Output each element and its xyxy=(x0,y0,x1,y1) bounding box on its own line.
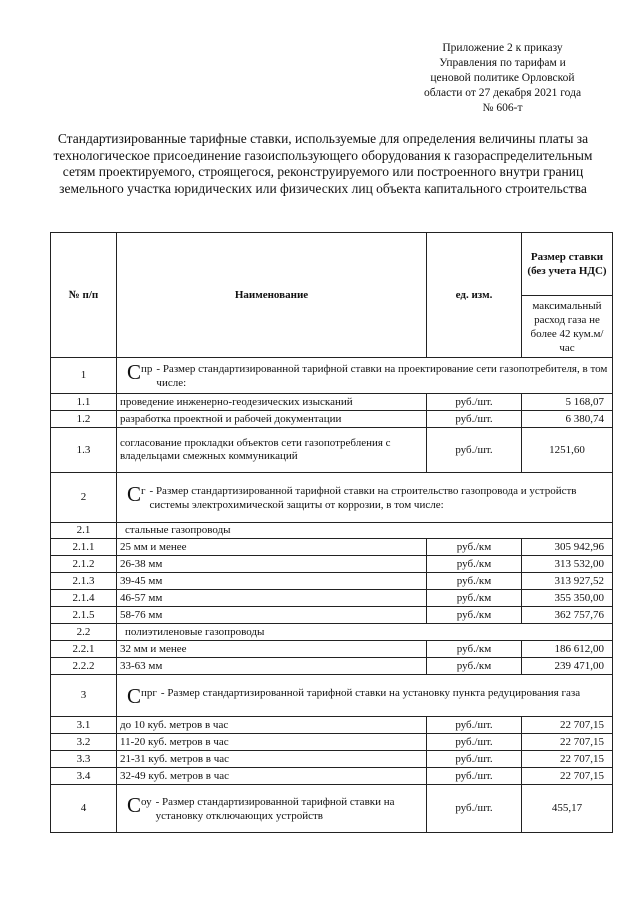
row-name: 32 мм и менее xyxy=(117,641,427,658)
row-value: 313 927,52 xyxy=(522,573,613,590)
row-number: 1 xyxy=(51,358,117,394)
row-number: 2.1.5 xyxy=(51,607,117,624)
table-row xyxy=(51,768,613,785)
appendix-line: Приложение 2 к приказу xyxy=(442,42,563,54)
row-number: 2.2.2 xyxy=(51,658,117,675)
tariff-symbol-letter: С xyxy=(127,683,142,708)
row-value: 305 942,96 xyxy=(522,539,613,556)
document-title: Стандартизированные тарифные ставки, используемые для определения величины платы за технологическое присоединение газоиспользующего оборудования к газораспределительным сетям проектируемого, строящегося, реконструируемого или построенного внутри границ земельного участка юридических или физических лиц объекта капитального строительства xyxy=(53,131,593,196)
tariff-table xyxy=(50,232,613,833)
row-unit: руб./шт. xyxy=(427,768,522,785)
row-unit: руб./шт. xyxy=(427,717,522,734)
row-number: 4 xyxy=(51,785,117,833)
row-value: 455,17 xyxy=(522,785,613,833)
row-unit: руб./км xyxy=(427,573,522,590)
row-value: 22 707,15 xyxy=(522,734,613,751)
row-name: 26-38 мм xyxy=(117,556,427,573)
row-number: 2.2 xyxy=(51,624,117,641)
section-row xyxy=(51,358,613,394)
row-number: 3.1 xyxy=(51,717,117,734)
appendix-line: Управления по тарифам и xyxy=(439,57,566,69)
row-unit: руб./шт. xyxy=(427,411,522,428)
table-row xyxy=(51,751,613,768)
section-text: - Размер стандартизированной тарифной ставки на проектирование сети газопотребителя, в том числе: xyxy=(156,363,608,389)
subcategory-name: стальные газопроводы xyxy=(117,523,613,539)
table-row xyxy=(51,717,613,734)
row-name: 46-57 мм xyxy=(117,590,427,607)
section-row xyxy=(51,785,613,833)
row-unit: руб./км xyxy=(427,658,522,675)
table-row xyxy=(51,539,613,556)
row-unit: руб./шт. xyxy=(427,785,522,833)
row-unit: руб./шт. xyxy=(427,394,522,411)
row-value: 22 707,15 xyxy=(522,751,613,768)
row-number: 3 xyxy=(51,675,117,717)
subcategory-row xyxy=(51,523,613,539)
row-unit: руб./км xyxy=(427,590,522,607)
table-row xyxy=(51,573,613,590)
tariff-symbol xyxy=(127,794,152,816)
row-value: 22 707,15 xyxy=(522,768,613,785)
header-name: Наименование xyxy=(117,233,427,358)
row-number: 1.1 xyxy=(51,394,117,411)
row-name: 58-76 мм xyxy=(117,607,427,624)
row-name: 21-31 куб. метров в час xyxy=(117,751,427,768)
header-unit: ед. изм. xyxy=(427,233,522,358)
table-header-row xyxy=(51,233,613,296)
table-row xyxy=(51,658,613,675)
row-value: 362 757,76 xyxy=(522,607,613,624)
table-row xyxy=(51,607,613,624)
appendix-line: № 606-т xyxy=(482,102,523,114)
row-unit: руб./км xyxy=(427,641,522,658)
subcategory-row xyxy=(51,624,613,641)
section-description xyxy=(117,785,427,833)
table-row xyxy=(51,641,613,658)
row-number: 3.3 xyxy=(51,751,117,768)
row-number: 2.1.2 xyxy=(51,556,117,573)
row-value: 313 532,00 xyxy=(522,556,613,573)
row-value: 186 612,00 xyxy=(522,641,613,658)
tariff-symbol-letter: С xyxy=(127,793,142,817)
row-unit: руб./км xyxy=(427,539,522,556)
row-value: 355 350,00 xyxy=(522,590,613,607)
section-text: - Размер стандартизированной тарифной ставки на установку пункта редуцирования газа xyxy=(160,686,581,699)
header-rate: Размер ставки (без учета НДС) xyxy=(522,233,613,296)
table-row xyxy=(51,734,613,751)
section-row xyxy=(51,675,613,717)
header-num: № п/п xyxy=(51,233,117,358)
tariff-symbol-letter: С xyxy=(127,482,142,506)
tariff-symbol-index: пр xyxy=(141,363,153,375)
tariff-symbol xyxy=(127,361,152,383)
appendix-line: ценовой политике Орловской xyxy=(430,72,575,84)
row-number: 2.1.1 xyxy=(51,539,117,556)
row-number: 2.1 xyxy=(51,523,117,539)
row-value: 6 380,74 xyxy=(522,411,613,428)
row-name: разработка проектной и рабочей документации xyxy=(117,411,427,428)
table-row xyxy=(51,556,613,573)
section-description xyxy=(117,358,613,394)
row-value: 22 707,15 xyxy=(522,717,613,734)
table-row xyxy=(51,590,613,607)
tariff-symbol-index: г xyxy=(141,485,146,497)
section-text: - Размер стандартизированной тарифной ставки на установку отключающих устройств xyxy=(155,796,395,822)
row-value: 1251,60 xyxy=(522,428,613,473)
section-description xyxy=(117,675,613,717)
tariff-symbol xyxy=(127,685,157,707)
row-number: 1.3 xyxy=(51,428,117,473)
appendix-note xyxy=(400,41,605,116)
tariff-symbol-index: оу xyxy=(141,796,152,808)
row-number: 3.2 xyxy=(51,734,117,751)
tariff-symbol-letter: С xyxy=(127,360,142,384)
tariff-symbol-index: прг xyxy=(141,686,157,699)
row-name: 25 мм и менее xyxy=(117,539,427,556)
row-unit: руб./км xyxy=(427,607,522,624)
row-name: проведение инженерно-геодезических изысканий xyxy=(117,394,427,411)
section-text: - Размер стандартизированной тарифной ставки на строительство газопровода и устройств системы электрохимической защиты от коррозии, в том числе: xyxy=(149,485,577,511)
section-description xyxy=(117,473,613,523)
row-unit: руб./км xyxy=(427,556,522,573)
row-value: 5 168,07 xyxy=(522,394,613,411)
row-number: 2.1.4 xyxy=(51,590,117,607)
section-row xyxy=(51,473,613,523)
row-value: 239 471,00 xyxy=(522,658,613,675)
header-rate-subtitle: максимальный расход газа не более 42 кум.м/час xyxy=(522,296,613,358)
row-number: 1.2 xyxy=(51,411,117,428)
row-name: до 10 куб. метров в час xyxy=(117,717,427,734)
row-number: 2.1.3 xyxy=(51,573,117,590)
row-unit: руб./шт. xyxy=(427,428,522,473)
row-unit: руб./шт. xyxy=(427,751,522,768)
row-number: 2.2.1 xyxy=(51,641,117,658)
row-name: 32-49 куб. метров в час xyxy=(117,768,427,785)
appendix-line: области от 27 декабря 2021 года xyxy=(423,87,582,99)
table-row xyxy=(51,411,613,428)
subcategory-name: полиэтиленовые газопроводы xyxy=(117,624,613,641)
row-number: 2 xyxy=(51,473,117,523)
row-unit: руб./шт. xyxy=(427,734,522,751)
row-name: согласование прокладки объектов сети газопотребления с владельцами смежных коммуникаций xyxy=(117,428,427,473)
row-number: 3.4 xyxy=(51,768,117,785)
row-name: 39-45 мм xyxy=(117,573,427,590)
table-row xyxy=(51,394,613,411)
row-name: 11-20 куб. метров в час xyxy=(117,734,427,751)
table-row xyxy=(51,428,613,473)
tariff-symbol xyxy=(127,483,146,505)
row-name: 33-63 мм xyxy=(117,658,427,675)
